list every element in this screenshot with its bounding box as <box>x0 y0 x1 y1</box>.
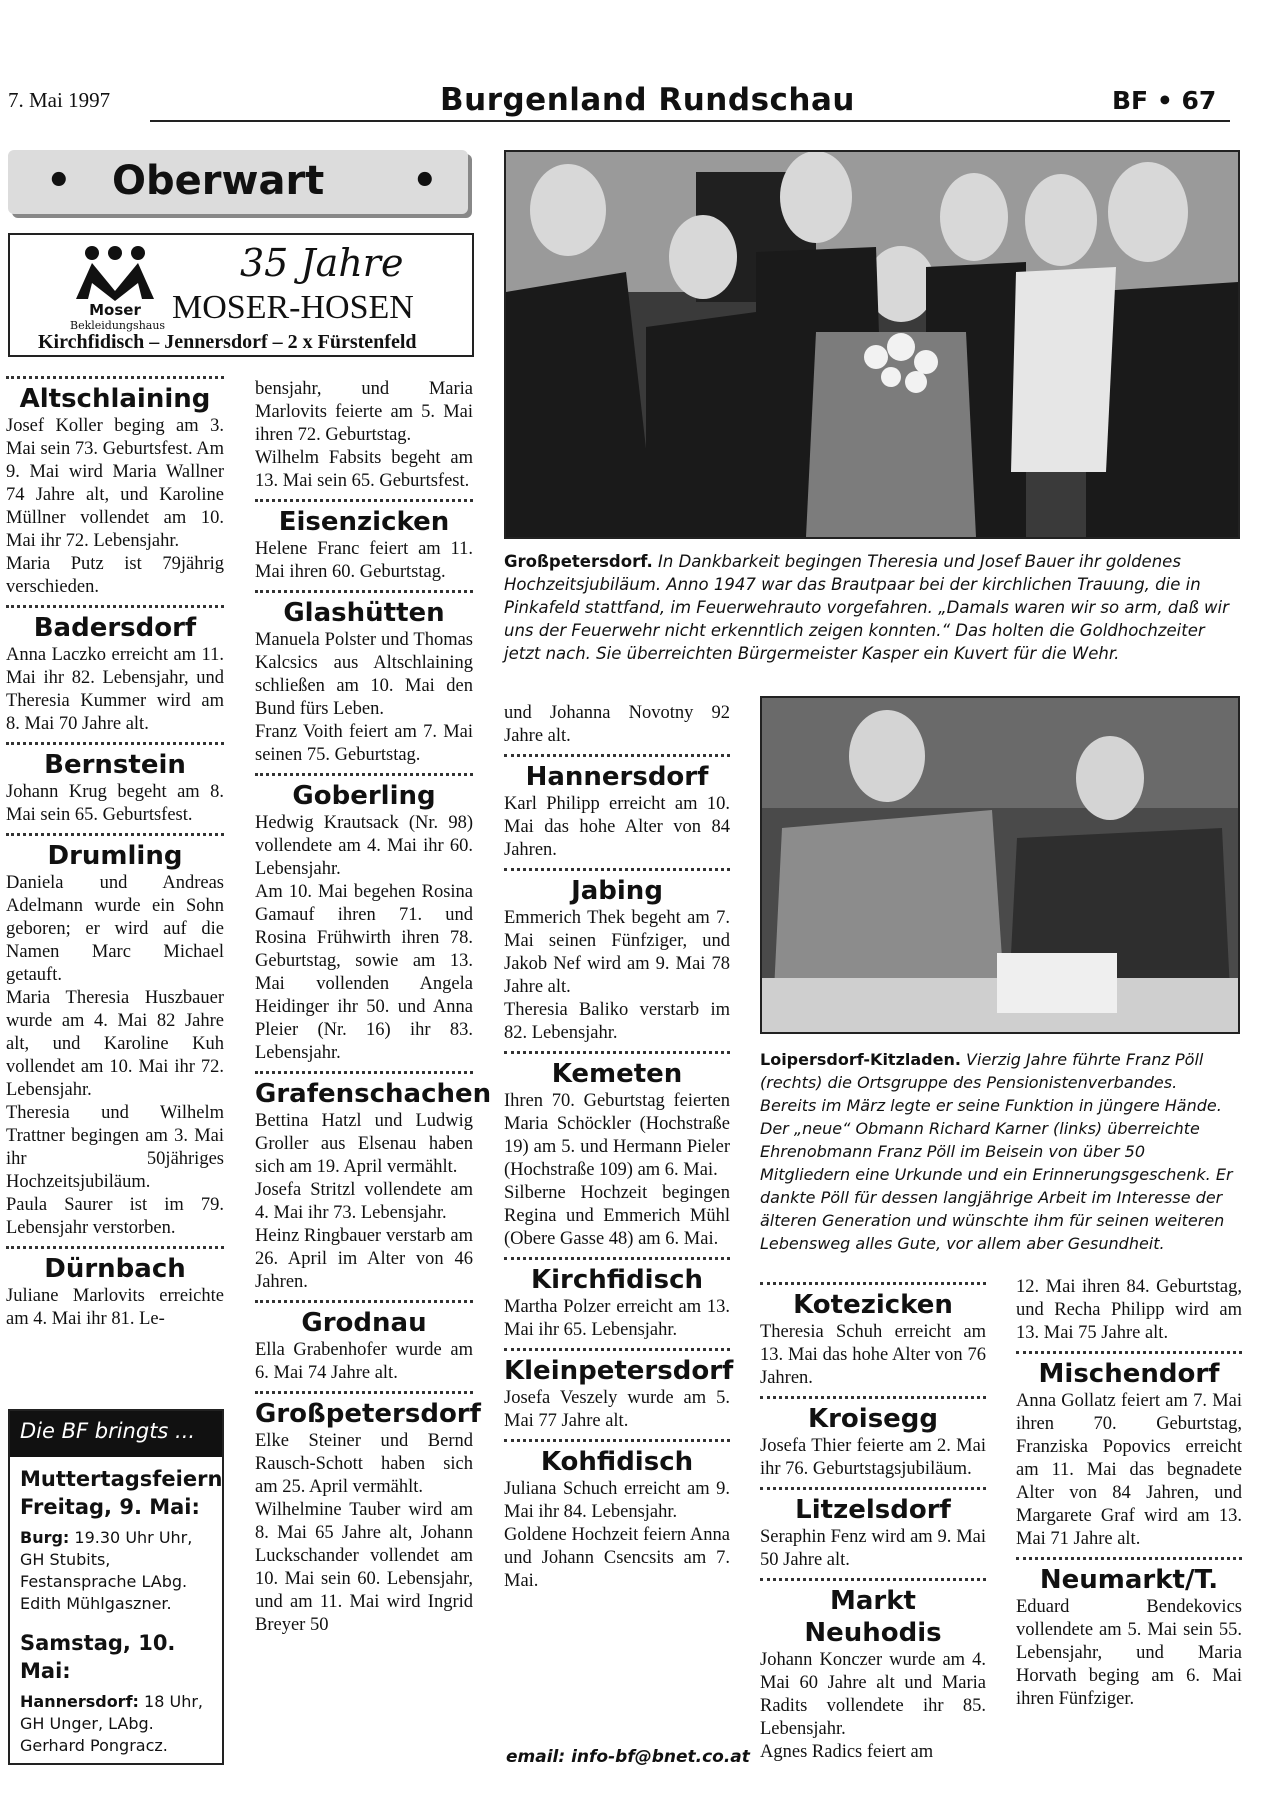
section-divider <box>760 1487 986 1490</box>
news-paragraph: Josef Koller beging am 3. Mai sein 73. Geburtsfest. Am 9. Mai wird Maria Wallner 74 Jahre alt, und Karoline Müllner vollendet am 10. Mai ihr 72. Lebensjahr. <box>6 416 224 551</box>
locality-heading: Bernstein <box>44 750 186 780</box>
caption-2-text: Vierzig Jahre führte Franz Pöll (rechts) die Ortsgruppe des Pensionistenverbandes. Bereits im März legte er seine Funktion in jüngere Hände. Der „neue“ Obmann Richard Karner (links) überreichte Ehrenobmann Franz Pöll im Beisein von über 50 Mitgliedern eine Urkunde und ein Erinnerungsgeschenk. Er dankte Pöll für dessen langjährige Arbeit im Interesse der älteren Generation und wünschte ihm für seinen weiteren Lebensweg alles Gute, vor allem aber Gesundheit. <box>760 1050 1233 1253</box>
section-divider <box>504 1348 730 1351</box>
locality-heading: Grodnau <box>301 1308 427 1338</box>
brand-name: MOSER-HOSEN <box>172 289 414 326</box>
news-paragraph: Manuela Polster und Thomas Kalcsics aus Altschlaining schließen am 10. Mai den Bund fürs Leben. <box>255 630 473 719</box>
news-paragraph: Silberne Hochzeit begingen Regina und Emmerich Mühl (Obere Gasse 48) am 6. Mai. <box>504 1183 730 1249</box>
event-location-2: Hannersdorf: <box>20 1692 139 1711</box>
region-banner <box>8 150 468 214</box>
news-paragraph: Helene Franc feiert am 11. Mai ihren 60. Geburtstag. <box>255 539 473 582</box>
locality-heading: Grafenschachen <box>255 1079 492 1109</box>
news-paragraph: Goldene Hochzeit feiern Anna und Johann Csencsits am 7. Mai. <box>504 1525 730 1591</box>
photo-caption-1 <box>504 550 1236 665</box>
news-paragraph: Hedwig Krautsack (Nr. 98) vollendete am 4. Mai ihr 60. Lebensjahr. <box>255 813 473 879</box>
column-4 <box>760 1276 986 1764</box>
section-divider <box>255 1300 473 1303</box>
news-paragraph: Seraphin Fenz wird am 9. Mai 50 Jahre alt. <box>760 1527 986 1570</box>
event-text-2: 18 Uhr, GH Unger, LAbg. Gerhard Pongracz. <box>20 1692 203 1755</box>
locality-heading: Hannersdorf <box>525 762 709 792</box>
section-divider <box>504 1051 730 1054</box>
event-title-2: Samstag, 10. Mai: <box>20 1631 176 1683</box>
locality-heading: Großpetersdorf <box>255 1399 481 1429</box>
locality-heading: Badersdorf <box>33 613 197 643</box>
column-5 <box>1016 1276 1242 1711</box>
section-divider <box>760 1396 986 1399</box>
moser-logo <box>70 243 166 332</box>
news-paragraph: Ihren 70. Geburtstag feierten Maria Schöckler (Hochstraße 19) am 5. und Hermann Pieler (Hochstraße 109) am 6. Mai. <box>504 1091 730 1180</box>
news-paragraph: Juliana Schuch erreicht am 9. Mai ihr 84. Lebensjahr. <box>504 1479 730 1522</box>
locality-heading: Kroisegg <box>807 1404 939 1434</box>
news-paragraph: Emmerich Thek begeht am 7. Mai seinen Fünfziger, und Jakob Nef wird am 9. Mai 78 Jahre alt. <box>504 908 730 997</box>
news-paragraph: Josefa Thier feierte am 2. Mai ihr 76. Geburtstagsjubiläum. <box>760 1436 986 1479</box>
news-paragraph: Am 10. Mai begehen Rosina Gamauf ihren 71. und Rosina Frühwirth ihren 78. Geburtstag, sowie am 13. Mai vollenden Angela Heidinger ihr 50. und Anna Pleier (Nr. 16) ihr 83. Lebensjahr. <box>255 882 473 1063</box>
news-paragraph: Franz Voith feiert am 7. Mai seinen 75. Geburtstag. <box>255 722 473 765</box>
issue-date: 7. Mai 1997 <box>8 88 111 112</box>
locality-heading: Mischendorf <box>1038 1359 1220 1389</box>
header-rule <box>150 120 1230 122</box>
news-paragraph: Paula Saurer ist im 79. Lebensjahr verstorben. <box>6 1195 224 1238</box>
news-paragraph: und Johanna Novotny 92 Jahre alt. <box>504 703 730 746</box>
news-paragraph: Eduard Bendekovics vollendete am 5. Mai sein 55. Lebensjahr, und Maria Horvath beging am 6. Mai ihren Fünfziger. <box>1016 1597 1242 1709</box>
locality-heading: Kleinpetersdorf <box>504 1356 734 1386</box>
news-paragraph: Agnes Radics feiert am <box>760 1742 934 1762</box>
news-paragraph: Josefa Stritzl vollendete am 4. Mai ihr 73. Lebensjahr. <box>255 1180 473 1223</box>
news-paragraph: 12. Mai ihren 84. Geburtstag, und Recha Philipp wird am 13. Mai 75 Jahre alt. <box>1016 1277 1242 1343</box>
news-paragraph: Karl Philipp erreicht am 10. Mai das hohe Alter von 84 Jahren. <box>504 794 730 860</box>
section-divider <box>504 1439 730 1442</box>
locality-heading: Kotezicken <box>793 1290 953 1320</box>
news-paragraph: Wilhelm Fabsits begeht am 13. Mai sein 65. Geburtsfest. <box>255 448 473 491</box>
caption-2-place: Loipersdorf-Kitzladen. <box>760 1050 961 1069</box>
news-paragraph: Elke Steiner und Bernd Rausch-Schott haben sich am 25. April vermählt. <box>255 1431 473 1497</box>
photo-golden-wedding <box>504 150 1240 539</box>
news-paragraph: Josefa Veszely wurde am 5. Mai 77 Jahre alt. <box>504 1388 730 1431</box>
logo-brand-text: Moser <box>89 301 141 319</box>
anniversary-text: 35 Jahre <box>240 241 404 285</box>
column-1 <box>6 370 224 1331</box>
caption-1-text: In Dankbarkeit begingen Theresia und Josef Bauer ihr goldenes Hochzeitsjubiläum. Anno 1947 war das Brautpaar bei der kirchlichen Trauung, die in Pinkafeld stattfand, im Feuerwehrauto vorgefahren. „Damals waren wir so arm, daß wir uns der Feuerwehr nicht erkenntlich zeigen konnten.“ Das holten die Goldhochzeiter jetzt nach. Sie überreichten Bürgermeister Kasper ein Kuvert für die Wehr. <box>504 552 1229 663</box>
section-divider <box>255 1071 473 1074</box>
photo-pensioners-association <box>760 696 1240 1034</box>
section-divider <box>6 605 224 608</box>
column-2 <box>255 378 492 1637</box>
section-divider <box>6 1246 224 1249</box>
news-paragraph: Juliane Marlovits erreichte am 4. Mai ihr 81. Le- <box>6 1286 224 1329</box>
section-divider <box>255 1391 473 1394</box>
locality-heading: Neumarkt/T. <box>1039 1565 1219 1595</box>
moser-advertisement <box>8 233 474 357</box>
news-paragraph: bensjahr, und Maria Marlovits feierte am 5. Mai ihren 72. Geburtstag. <box>255 379 473 445</box>
store-locations: Kirchfidisch – Jennersdorf – 2 x Fürstenfeld <box>38 331 417 353</box>
locality-heading: Kirchfidisch <box>531 1265 703 1295</box>
event-location-1: Burg: <box>20 1528 70 1547</box>
events-infobox <box>8 1409 224 1765</box>
column-3 <box>504 702 734 1593</box>
locality-heading: Kemeten <box>551 1059 683 1089</box>
locality-heading: Glashütten <box>283 598 445 628</box>
section-divider <box>504 868 730 871</box>
locality-heading: Goberling <box>292 781 436 811</box>
infobox-header: Die BF bringts ... <box>10 1411 222 1457</box>
section-divider <box>6 376 224 379</box>
newspaper-title: Burgenland Rundschau <box>440 82 855 118</box>
news-paragraph: Bettina Hatzl und Ludwig Groller aus Elsenau haben sich am 19. April vermählt. <box>255 1111 473 1177</box>
news-paragraph: Maria Theresia Huszbauer wurde am 4. Mai 82 Jahre alt, und Karoline Kuh vollendet am 10. Mai ihr 72. Lebensjahr. <box>6 988 224 1100</box>
news-paragraph: Daniela und Andreas Adelmann wurde ein Sohn geboren; er wird auf die Namen Marc Michael getauft. <box>6 873 224 985</box>
news-paragraph: Theresia und Wilhelm Trattner begingen am 3. Mai ihr 50jähriges Hochzeitsjubiläum. <box>6 1103 224 1192</box>
section-divider <box>504 754 730 757</box>
news-paragraph: Anna Laczko erreicht am 11. Mai ihr 82. Lebensjahr, und Theresia Kummer wird am 8. Mai 70 Jahre alt. <box>6 645 224 734</box>
section-divider <box>255 499 473 502</box>
news-paragraph: Heinz Ringbauer verstarb am 26. April im Alter von 46 Jahren. <box>255 1226 473 1292</box>
locality-heading: Litzelsdorf <box>795 1495 951 1525</box>
region-title: Oberwart <box>112 158 325 204</box>
news-paragraph: Ella Grabenhofer wurde am 6. Mai 74 Jahre alt. <box>255 1340 473 1383</box>
page-number: BF • 67 <box>1112 86 1217 115</box>
banner-bullet-right: • <box>412 158 438 204</box>
locality-heading: Dürnbach <box>44 1254 186 1284</box>
locality-heading: Eisenzicken <box>278 507 450 537</box>
contact-email[interactable]: email: info-bf@bnet.co.at <box>506 1747 750 1767</box>
section-divider <box>504 1257 730 1260</box>
section-divider <box>760 1578 986 1581</box>
section-divider <box>255 590 473 593</box>
locality-heading: Kohfidisch <box>540 1447 694 1477</box>
event-text-1: 19.30 Uhr Uhr, GH Stubits, Festansprache LAbg. Edith Mühlgaszner. <box>20 1528 193 1613</box>
news-paragraph: Anna Gollatz feiert am 7. Mai ihren 70. Geburtstag, Franziska Popovics erreicht am 11. Mai das begnadete Alter von 84 Jahren, und Margarete Graf wird am 13. Mai 71 Jahre alt. <box>1016 1391 1242 1549</box>
banner-bullet-left: • <box>46 158 72 204</box>
news-paragraph: Johann Konczer wurde am 4. Mai 60 Jahre alt und Maria Radits vollendete ihr 85. Lebensjahr. <box>760 1650 986 1739</box>
news-paragraph: Maria Putz ist 79jährig verschieden. <box>6 554 224 597</box>
section-divider <box>1016 1557 1242 1560</box>
caption-1-place: Großpetersdorf. <box>504 552 653 571</box>
section-divider <box>1016 1351 1242 1354</box>
news-paragraph: Theresia Baliko verstarb im 82. Lebensjahr. <box>504 1000 730 1043</box>
locality-heading: Altschlaining <box>19 384 211 414</box>
logo-sub-text: Bekleidungshaus <box>70 319 166 332</box>
section-divider <box>6 742 224 745</box>
photo-caption-2 <box>760 1048 1236 1255</box>
news-paragraph: Theresia Schuh erreicht am 13. Mai das hohe Alter von 76 Jahren. <box>760 1322 986 1388</box>
locality-heading: Jabing <box>571 876 663 906</box>
news-paragraph: Martha Polzer erreicht am 13. Mai ihr 65. Lebensjahr. <box>504 1297 730 1340</box>
news-paragraph: Wilhelmine Tauber wird am 8. Mai 65 Jahre alt, Johann Luckschander vollendet am 10. Mai sein 60. Lebensjahr, und am 11. Mai wird Ingrid Breyer 50 <box>255 1500 473 1635</box>
news-paragraph: Johann Krug begeht am 8. Mai sein 65. Geburtsfest. <box>6 782 224 825</box>
event-title-1: Muttertagsfeiern Freitag, 9. Mai: <box>20 1467 223 1519</box>
section-divider <box>6 833 224 836</box>
section-divider <box>760 1282 986 1285</box>
locality-heading: Drumling <box>47 841 183 871</box>
section-divider <box>255 773 473 776</box>
locality-heading: Markt Neuhodis <box>804 1586 942 1648</box>
